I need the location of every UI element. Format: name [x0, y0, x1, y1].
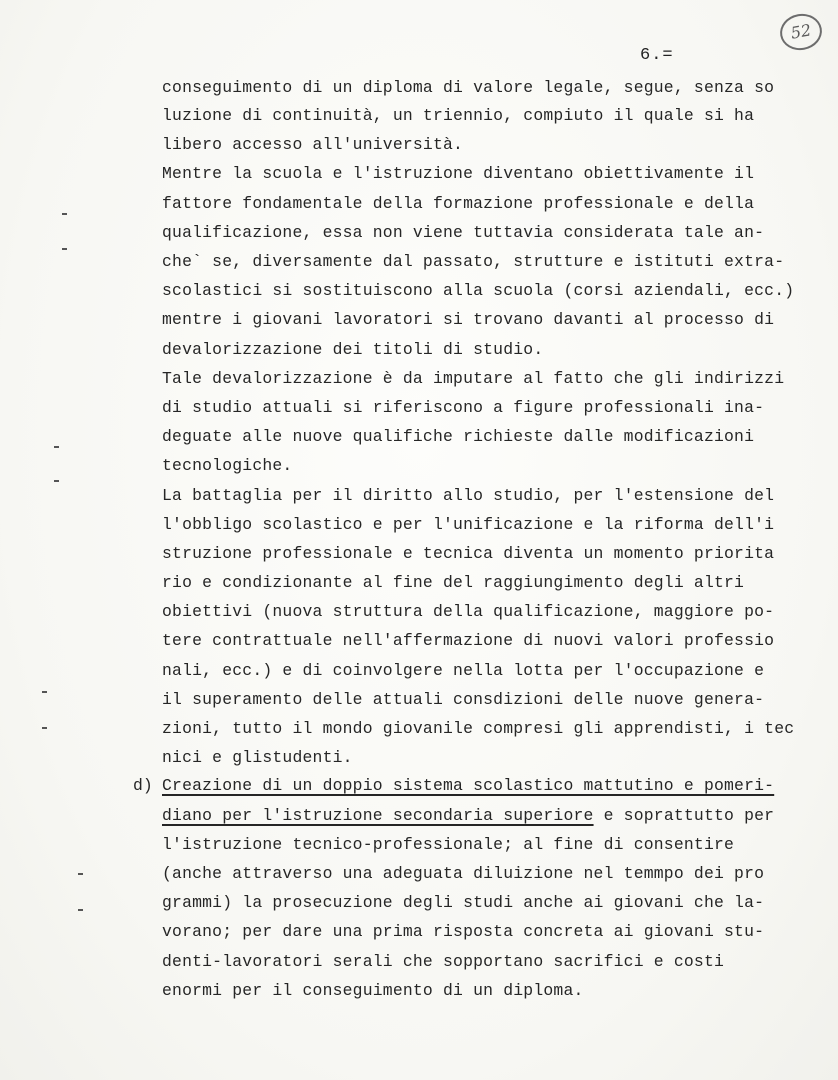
text-line: libero accesso all'università. — [162, 135, 464, 154]
text-line: struzione professionale e tecnica diventa un momento priorita — [162, 544, 775, 563]
margin-mark — [54, 480, 59, 482]
text-line: tere contrattuale nell'affermazione di nuovi valori professio — [162, 631, 775, 650]
section-d-heading-underlined: diano per l'istruzione secondaria superiore — [162, 806, 594, 825]
text-line: che` se, diversamente dal passato, strutture e istituti extra- — [162, 252, 785, 271]
text-line: scolastici si sostituiscono alla scuola (corsi aziendali, ecc.) — [162, 281, 795, 300]
text-line: obiettivi (nuova struttura della qualificazione, maggiore po- — [162, 602, 775, 621]
text-line: luzione di continuità, un triennio, compiuto il quale si ha — [162, 106, 755, 125]
text-line: Mentre la scuola e l'istruzione diventano obiettivamente il — [162, 164, 755, 183]
text-line: denti-lavoratori serali che sopportano sacrifici e costi — [162, 952, 725, 971]
text-line: fattore fondamentale della formazione professionale e della — [162, 194, 755, 213]
text-line: qualificazione, essa non viene tuttavia considerata tale an- — [162, 223, 765, 242]
page-number: 6.= — [640, 46, 674, 65]
archive-stamp-number: 52 — [789, 20, 813, 43]
text-line: enormi per il conseguimento di un diploma. — [162, 981, 584, 1000]
section-marker-d: d) — [133, 776, 153, 795]
text-line: (anche attraverso una adeguata diluizione nel temmpo dei pro — [162, 864, 765, 883]
text-line: nici e glistudenti. — [162, 748, 353, 767]
text-line: zioni, tutto il mondo giovanile compresi gli apprendisti, i tec — [162, 719, 795, 738]
margin-mark — [54, 446, 59, 448]
text-line: grammi) la prosecuzione degli studi anche ai giovani che la- — [162, 893, 765, 912]
text-line: il superamento delle attuali consdizioni delle nuove genera- — [162, 690, 765, 709]
section-d-heading-line-2 — [162, 806, 774, 826]
text-line: rio e condizionante al fine del raggiungimento degli altri — [162, 573, 745, 592]
text-line: di studio attuali si riferiscono a figure professionali ina- — [162, 398, 765, 417]
archive-stamp — [777, 11, 825, 54]
text-line: devalorizzazione dei titoli di studio. — [162, 340, 544, 359]
margin-mark — [78, 873, 83, 875]
text-line: vorano; per dare una prima risposta concreta ai giovani stu- — [162, 922, 765, 941]
text-line: l'istruzione tecnico-professionale; al fine di consentire — [162, 835, 735, 854]
text-line: nali, ecc.) e di coinvolgere nella lotta per l'occupazione e — [162, 661, 765, 680]
text-line: mentre i giovani lavoratori si trovano davanti al processo di — [162, 310, 775, 329]
margin-mark — [42, 691, 47, 693]
text-line: deguate alle nuove qualifiche richieste dalle modificazioni — [162, 427, 755, 446]
section-d-heading-rest: e soprattutto per — [593, 806, 775, 825]
margin-mark — [78, 909, 83, 911]
margin-mark — [42, 727, 47, 729]
text-line: Tale devalorizzazione è da imputare al fatto che gli indirizzi — [162, 369, 785, 388]
text-line: l'obbligo scolastico e per l'unificazione e la riforma dell'i — [162, 515, 775, 534]
margin-mark — [62, 213, 67, 215]
text-line: conseguimento di un diploma di valore legale, segue, senza so — [162, 78, 775, 97]
margin-mark — [62, 248, 67, 250]
text-line: tecnologiche. — [162, 456, 293, 475]
text-line: La battaglia per il diritto allo studio, per l'estensione del — [162, 486, 775, 505]
section-d-heading-line-1: Creazione di un doppio sistema scolastico mattutino e pomeri- — [162, 776, 775, 795]
